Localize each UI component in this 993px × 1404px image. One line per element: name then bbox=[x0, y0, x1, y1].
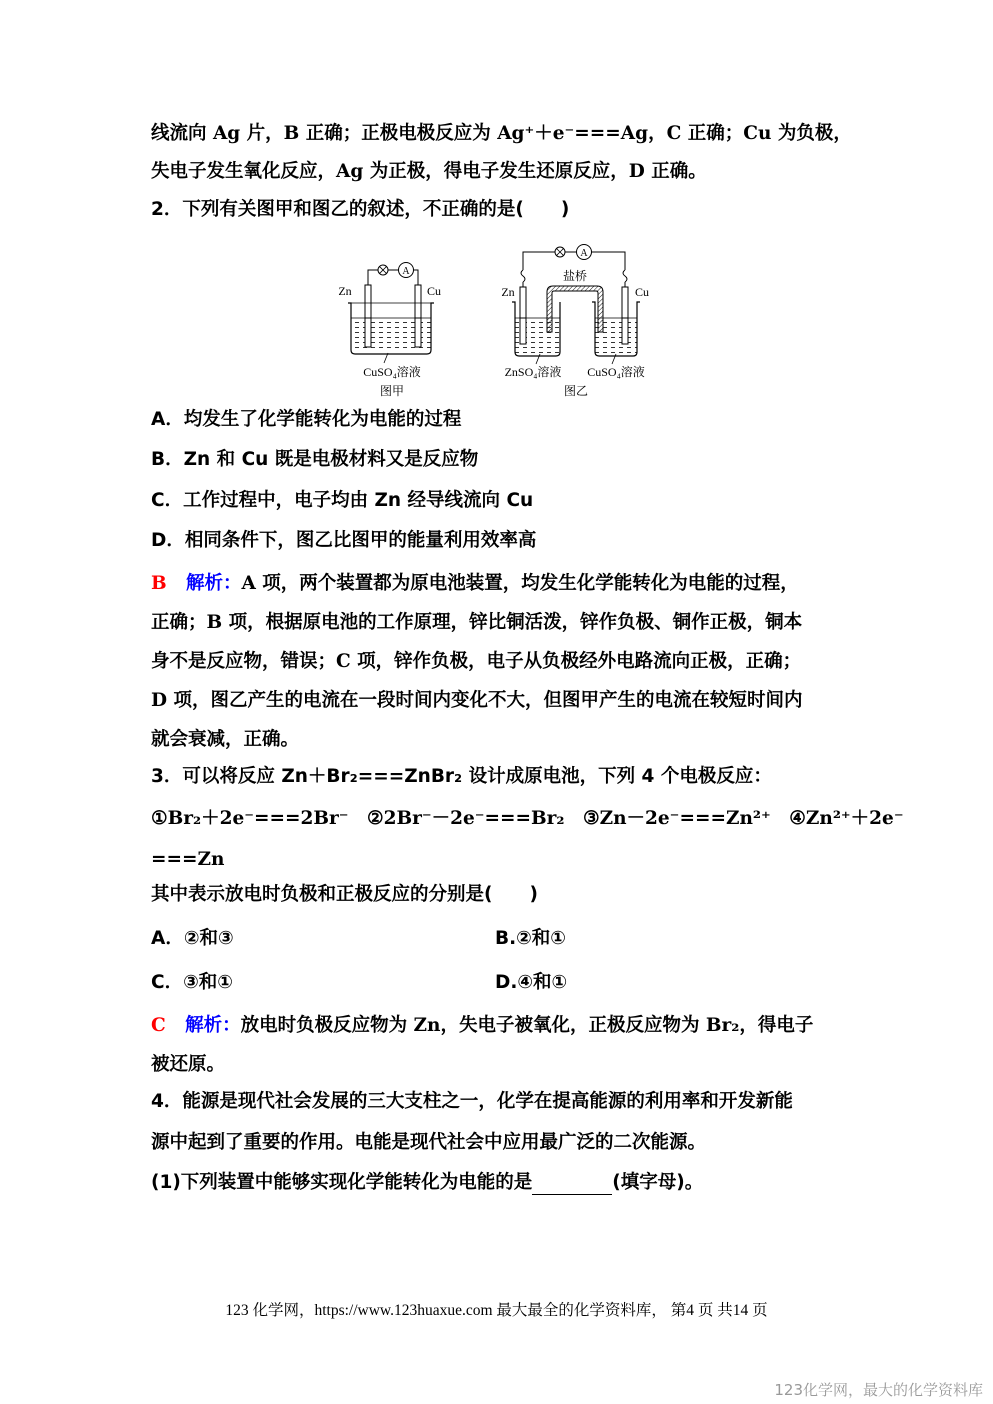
answer-letter: C bbox=[151, 1015, 166, 1036]
q3-option-a: A．②和③ bbox=[151, 928, 234, 949]
salt-bridge-label: 盐桥 bbox=[562, 269, 588, 283]
solution-label-left: ZnSO₄溶液 bbox=[504, 365, 562, 379]
q3-option-b: B.②和① bbox=[495, 928, 566, 949]
watermark: 123化学网，最大的化学资料库 bbox=[774, 1381, 983, 1399]
q2-analysis-line-3: 身不是反应物，错误；C 项，锌作负极，电子从负极经外电路流向正极，正确； bbox=[151, 651, 802, 672]
figure-yi bbox=[501, 245, 649, 399]
cu-label: Cu bbox=[634, 285, 650, 299]
svg-text:A: A bbox=[402, 266, 410, 277]
galvanic-cell-diagram bbox=[330, 240, 670, 405]
question-3-stem: 3．可以将反应 Zn＋Br₂===ZnBr₂ 设计成原电池，下列 4 个电极反应： bbox=[151, 766, 772, 787]
prev-answer-line-2: 失电子发生氧化反应，Ag 为正极，得电子发生还原反应，D 正确。 bbox=[151, 161, 707, 182]
figure-caption: 图乙 bbox=[563, 384, 589, 398]
prev-answer-line-1: 线流向 Ag 片，B 正确；正极电极反应为 Ag⁺＋e⁻===Ag，C 正确；Cu 为负极， bbox=[151, 123, 852, 144]
question-2-stem: 2．下列有关图甲和图乙的叙述，不正确的是( ) bbox=[151, 199, 570, 220]
q2-analysis-line-5: 就会衰减，正确。 bbox=[151, 729, 300, 750]
analysis-label: 解析： bbox=[185, 1015, 241, 1036]
q3-option-d: D.④和① bbox=[495, 972, 568, 993]
zn-label: Zn bbox=[501, 285, 515, 299]
q3-reactions-cont: ===Zn bbox=[151, 849, 225, 870]
page-footer: 123 化学网，https://www.123huaxue.com 最大最全的化学资料库， 第4 页 共14 页 bbox=[225, 1302, 768, 1319]
q2-option-d: D．相同条件下，图乙比图甲的能量利用效率高 bbox=[151, 530, 537, 551]
q2-option-c: C．工作过程中，电子均由 Zn 经导线流向 Cu bbox=[151, 490, 534, 511]
q2-option-a: A．均发生了化学能转化为电能的过程 bbox=[151, 409, 462, 430]
q3-analysis-line-1: C 解析：放电时负极反应物为 Zn，失电子被氧化，正极反应物为 Br₂，得电子 bbox=[151, 1015, 814, 1036]
figure-caption: 图甲 bbox=[379, 384, 405, 398]
question-4-stem-1: 4．能源是现代社会发展的三大支柱之一，化学在提高能源的利用率和开发新能 bbox=[151, 1091, 793, 1112]
answer-letter: B bbox=[151, 573, 167, 594]
solution-label: CuSO₄溶液 bbox=[363, 365, 421, 379]
answer-blank[interactable] bbox=[532, 1176, 612, 1195]
q2-analysis-line-4: D 项，图乙产生的电流在一段时间内变化不大，但图甲产生的电流在较短时间内 bbox=[151, 690, 803, 711]
figure-jia bbox=[338, 263, 441, 399]
q2-option-b: B．Zn 和 Cu 既是电极材料又是反应物 bbox=[151, 449, 479, 470]
cu-label: Cu bbox=[426, 284, 442, 298]
question-4-stem-2: 源中起到了重要的作用。电能是现代社会中应用最广泛的二次能源。 bbox=[151, 1132, 707, 1153]
q3-analysis-line-2: 被还原。 bbox=[151, 1054, 226, 1075]
q3-question: 其中表示放电时负极和正极反应的分别是( ) bbox=[151, 884, 538, 905]
q4-sub-question-1: (1)下列装置中能够实现化学能转化为电能的是 (填字母)。 bbox=[151, 1172, 704, 1193]
analysis-label: 解析： bbox=[185, 573, 242, 594]
q2-analysis-line-2: 正确；B 项，根据原电池的工作原理，锌比铜活泼，锌作负极、铜作正极，铜本 bbox=[151, 612, 803, 633]
q3-option-c: C．③和① bbox=[151, 972, 233, 993]
q3-reactions: ①Br₂＋2e⁻===2Br⁻ ②2Br⁻－2e⁻===Br₂ ③Zn－2e⁻===Zn²⁺ ④Zn²⁺＋2e⁻ bbox=[151, 808, 904, 829]
q2-analysis-line-1: B 解析：A 项，两个装置都为原电池装置，均发生化学能转化为电能的过程， bbox=[151, 573, 799, 594]
zn-label: Zn bbox=[338, 284, 352, 298]
svg-text:A: A bbox=[580, 248, 588, 259]
solution-label-right: CuSO₄溶液 bbox=[587, 365, 645, 379]
